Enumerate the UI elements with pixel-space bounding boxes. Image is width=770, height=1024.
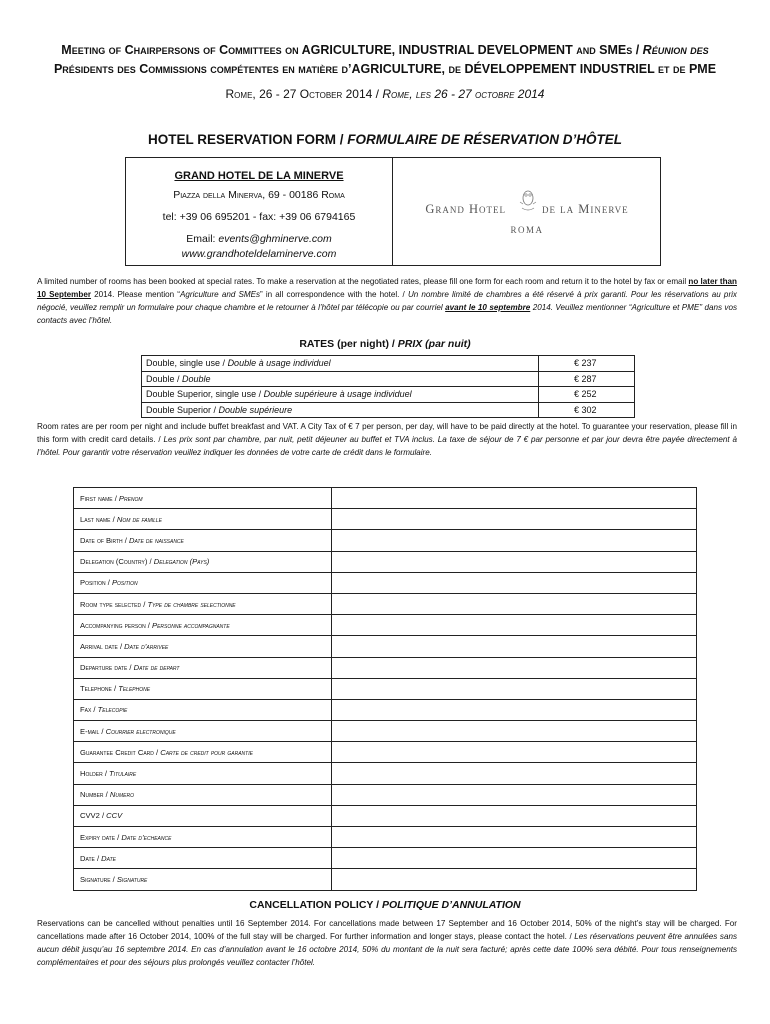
cancellation-policy bbox=[37, 917, 737, 969]
cancellation-title-fr: POLITIQUE D’ANNULATION bbox=[381, 899, 521, 911]
intro-text-fr: Un nombre limité de chambres a été réservé à prix garanti. Pour les réservations au prix négocié, veuillez remplir un formulaire pour chaque chambre et le retourner à l’hôtel par télécopie ou par courriel bbox=[37, 290, 737, 312]
rates-title-en: RATES (per night) / bbox=[299, 338, 398, 350]
intro-text-2: 2014. Please mention “ bbox=[90, 290, 180, 299]
form-field-input[interactable] bbox=[331, 657, 696, 678]
form-field-input[interactable] bbox=[331, 869, 696, 890]
form-field-input[interactable] bbox=[331, 636, 696, 657]
rates-note-en: Room rates are per room per night and include buffet breakfast and VAT. A City Tax of € 7 per person, per day, will have to be paid directly at the hotel. To guarantee your reservation, please fill in this form with credit card details. / bbox=[37, 422, 737, 444]
field-label-fr: Nom de famille bbox=[116, 514, 163, 524]
form-field-input[interactable] bbox=[331, 848, 696, 869]
rate-room-en: Double / bbox=[146, 373, 183, 384]
meeting-title-line2: Présidents des Commissions compétentes en matière d’AGRICULTURE, de DÉVELOPPEMENT INDUSTRIEL et de PME bbox=[53, 62, 717, 76]
form-field-label bbox=[74, 721, 332, 742]
field-label-fr: Telecopie bbox=[97, 705, 128, 715]
form-field-input[interactable] bbox=[331, 488, 696, 509]
hotel-phone: tel: +39 06 695201 - fax: +39 06 6794165 bbox=[162, 211, 356, 223]
field-label-en: CVV2 / bbox=[80, 811, 107, 821]
form-field-input[interactable] bbox=[331, 678, 696, 699]
field-label-en: Departure date / bbox=[80, 663, 134, 673]
form-row bbox=[74, 721, 697, 742]
rate-room-en: Double Superior / bbox=[146, 404, 219, 415]
form-field-input[interactable] bbox=[331, 572, 696, 593]
rate-price: € 287 bbox=[539, 371, 635, 387]
field-label-fr: Telephone bbox=[118, 684, 151, 694]
form-field-label bbox=[74, 763, 332, 784]
form-field-input[interactable] bbox=[331, 593, 696, 614]
rate-room-type bbox=[142, 387, 539, 403]
intro-text-1: A limited number of rooms has been booked at special rates. To make a reservation at the negotiated rates, please fill one form for each room and return it to the hotel by fax or email bbox=[37, 277, 689, 286]
hotel-contact bbox=[126, 158, 393, 265]
rates-note-fr: Les prix sont par chambre, par nuit, petit déjeuner au buffet et TVA inclus. La taxe de séjour de 7 € par personne et par jour devra être payée directement à l’hôtel. Pour garantir votre réservation veuillez indiquer les données de votre carte de crédit dans le formulaire. bbox=[37, 435, 737, 457]
form-row bbox=[74, 678, 697, 699]
form-title bbox=[30, 132, 740, 147]
cancellation-title bbox=[30, 899, 740, 911]
form-row bbox=[74, 763, 697, 784]
form-row bbox=[74, 488, 697, 509]
form-title-en: HOTEL RESERVATION FORM / bbox=[147, 132, 348, 147]
field-label-en: Last name / bbox=[80, 514, 117, 524]
meeting-title-fr-start: Réunion des bbox=[642, 43, 709, 57]
hotel-name: GRAND HOTEL DE LA MINERVE bbox=[174, 170, 344, 182]
intro-text-fr-end: 2014. Veuillez mentionner “Agriculture et PME” dans vos contacts avec l’hôtel. bbox=[37, 303, 738, 325]
rates-note bbox=[37, 420, 737, 459]
field-label-fr: Carte de credit pour garantie bbox=[160, 747, 253, 757]
field-label-fr: Date bbox=[101, 853, 117, 863]
form-field-input[interactable] bbox=[331, 763, 696, 784]
hotel-email-label: Email: bbox=[186, 233, 219, 245]
rate-row bbox=[142, 371, 635, 387]
field-label-fr: Numero bbox=[109, 790, 134, 800]
field-label-fr: Date de depart bbox=[133, 663, 180, 673]
form-field-label bbox=[74, 551, 332, 572]
field-label-fr: Date d’echeance bbox=[121, 832, 172, 842]
form-field-label bbox=[74, 869, 332, 890]
form-field-label bbox=[74, 593, 332, 614]
dates-fr: Rome, les 26 - 27 octobre 2014 bbox=[382, 87, 545, 101]
form-field-input[interactable] bbox=[331, 615, 696, 636]
form-field-input[interactable] bbox=[331, 551, 696, 572]
form-field-input[interactable] bbox=[331, 784, 696, 805]
form-field-label bbox=[74, 742, 332, 763]
logo-wordmark-right: de la Minerve bbox=[542, 202, 629, 216]
form-row bbox=[74, 572, 697, 593]
meeting-dates bbox=[30, 86, 740, 102]
field-label-en: First name / bbox=[80, 493, 119, 503]
form-row bbox=[74, 530, 697, 551]
meeting-title-line1 bbox=[30, 42, 740, 59]
rate-room-type bbox=[142, 402, 539, 418]
rate-room-type bbox=[142, 371, 539, 387]
form-row bbox=[74, 593, 697, 614]
cancellation-fr: Les réservations peuvent être annulées sans aucun débit jusqu’au 16 septembre 2014. En cas d’annulation avant le 16 octobre 2014, 50% du montant de la nuit sera facturé; après cette date 100% sera débité. Pour tous renseignements complémentaires et pour des séjours plus prolongés veuillez contacter l’hôtel. bbox=[37, 932, 737, 967]
reservation-form-table bbox=[73, 487, 697, 891]
field-label-en: Date of Birth / bbox=[80, 535, 129, 545]
field-label-fr: Type de chambre selectionne bbox=[147, 599, 236, 609]
field-label-en: Date / bbox=[80, 853, 102, 863]
form-field-input[interactable] bbox=[331, 742, 696, 763]
form-field-label bbox=[74, 827, 332, 848]
field-label-en: Expiry date / bbox=[80, 832, 122, 842]
form-row bbox=[74, 848, 697, 869]
field-label-en: Arrival date / bbox=[80, 641, 125, 651]
form-row bbox=[74, 657, 697, 678]
form-field-label bbox=[74, 488, 332, 509]
form-field-label bbox=[74, 636, 332, 657]
field-label-en: Holder / bbox=[80, 769, 110, 779]
rate-room-fr: Double supérieure à usage individuel bbox=[263, 389, 412, 400]
form-row bbox=[74, 869, 697, 890]
form-field-input[interactable] bbox=[331, 805, 696, 826]
field-label-fr: CCV bbox=[106, 811, 123, 821]
form-field-label bbox=[74, 509, 332, 530]
form-row bbox=[74, 509, 697, 530]
rate-price: € 237 bbox=[539, 356, 635, 372]
intro-deadline-fr: avant le 10 septembre bbox=[445, 303, 531, 312]
form-row bbox=[74, 805, 697, 826]
field-label-fr: Titulaire bbox=[109, 769, 137, 779]
form-field-input[interactable] bbox=[331, 530, 696, 551]
rate-room-en: Double Superior, single use / bbox=[146, 389, 264, 400]
field-label-fr: Position bbox=[111, 578, 138, 588]
field-label-en: Number / bbox=[80, 790, 110, 800]
field-label-en: Position / bbox=[80, 578, 112, 588]
form-field-label bbox=[74, 699, 332, 720]
field-label-fr: Personne accompagnante bbox=[152, 620, 230, 630]
logo-wordmark-left: Grand Hotel bbox=[425, 202, 507, 216]
rates-title-fr: PRIX (par nuit) bbox=[397, 338, 471, 350]
field-label-en: Room type selected / bbox=[80, 599, 148, 609]
rates-table bbox=[141, 355, 635, 418]
form-field-input[interactable] bbox=[331, 509, 696, 530]
field-label-en: Delegation (Country) / bbox=[80, 557, 154, 567]
field-label-en: E-mail / bbox=[80, 726, 106, 736]
cancellation-title-en: CANCELLATION POLICY / bbox=[249, 899, 382, 911]
rate-row bbox=[142, 387, 635, 403]
form-row bbox=[74, 742, 697, 763]
form-row bbox=[74, 551, 697, 572]
form-row bbox=[74, 827, 697, 848]
form-row bbox=[74, 615, 697, 636]
dates-en: Rome, 26 - 27 October 2014 / bbox=[225, 87, 383, 101]
intro-mention-en: Agriculture and SMEs bbox=[180, 290, 261, 299]
field-label-en: Signature / bbox=[80, 874, 117, 884]
field-label-fr: Delegation (Pays) bbox=[153, 557, 210, 567]
rate-row bbox=[142, 356, 635, 372]
hotel-logo bbox=[394, 158, 660, 265]
hotel-website[interactable]: www.grandhoteldelaminerve.com bbox=[181, 248, 337, 260]
rate-price: € 252 bbox=[539, 387, 635, 403]
rates-title bbox=[30, 338, 740, 350]
form-field-label bbox=[74, 784, 332, 805]
form-field-label bbox=[74, 572, 332, 593]
field-label-fr: Date d’arrivee bbox=[124, 641, 169, 651]
field-label-fr: Date de naissance bbox=[128, 535, 184, 545]
field-label-en: Fax / bbox=[80, 705, 98, 715]
meeting-title-en: Meeting of Chairpersons of Committees on AGRICULTURE, INDUSTRIAL DEVELOPMENT and SMEs / bbox=[61, 43, 643, 57]
form-row bbox=[74, 699, 697, 720]
rate-room-en: Double, single use / bbox=[146, 358, 228, 369]
hotel-info-box bbox=[125, 157, 661, 266]
logo-wordmark bbox=[394, 202, 660, 217]
field-label-fr: Prenom bbox=[118, 493, 143, 503]
field-label-en: Accompanying person / bbox=[80, 620, 153, 630]
rate-room-fr: Double bbox=[182, 373, 211, 384]
hotel-address: Piazza della Minerva, 69 - 00186 Roma bbox=[173, 189, 345, 201]
rate-room-fr: Double supérieure bbox=[218, 404, 293, 415]
form-field-input[interactable] bbox=[331, 699, 696, 720]
form-field-label bbox=[74, 657, 332, 678]
form-field-label bbox=[74, 530, 332, 551]
field-label-en: Telephone / bbox=[80, 684, 119, 694]
intro-text-3: ” in all correspondence with the hotel. / bbox=[260, 290, 408, 299]
form-field-label bbox=[74, 805, 332, 826]
intro-deadline-en: no later than 10 September bbox=[37, 277, 737, 299]
form-field-input[interactable] bbox=[331, 827, 696, 848]
form-row bbox=[74, 636, 697, 657]
rate-row bbox=[142, 402, 635, 418]
logo-city: ROMA bbox=[510, 225, 544, 235]
rate-price: € 302 bbox=[539, 402, 635, 418]
hotel-email-line bbox=[126, 233, 392, 245]
field-label-fr: Signature bbox=[116, 874, 148, 884]
form-title-fr: FORMULAIRE DE RÉSERVATION D’HÔTEL bbox=[347, 132, 623, 147]
rate-room-fr: Double à usage individuel bbox=[227, 358, 331, 369]
field-label-en: Guarantee Credit Card / bbox=[80, 747, 161, 757]
hotel-email[interactable]: events@ghminerve.com bbox=[218, 233, 332, 245]
form-field-label bbox=[74, 615, 332, 636]
intro-paragraph bbox=[37, 275, 737, 327]
rate-room-type bbox=[142, 356, 539, 372]
cancellation-en: Reservations can be cancelled without penalties until 16 September 2014. For cancellations made between 17 September and 16 October 2014, 50% of the night’s stay will be charged. For cancellations made after 16 October 2014, 100% of the full stay will be charged. For further information and longer stays, please contact the hotel. / bbox=[37, 919, 737, 941]
form-field-input[interactable] bbox=[331, 721, 696, 742]
form-field-label bbox=[74, 678, 332, 699]
form-field-label bbox=[74, 848, 332, 869]
form-row bbox=[74, 784, 697, 805]
field-label-fr: Courrier electronique bbox=[105, 726, 176, 736]
